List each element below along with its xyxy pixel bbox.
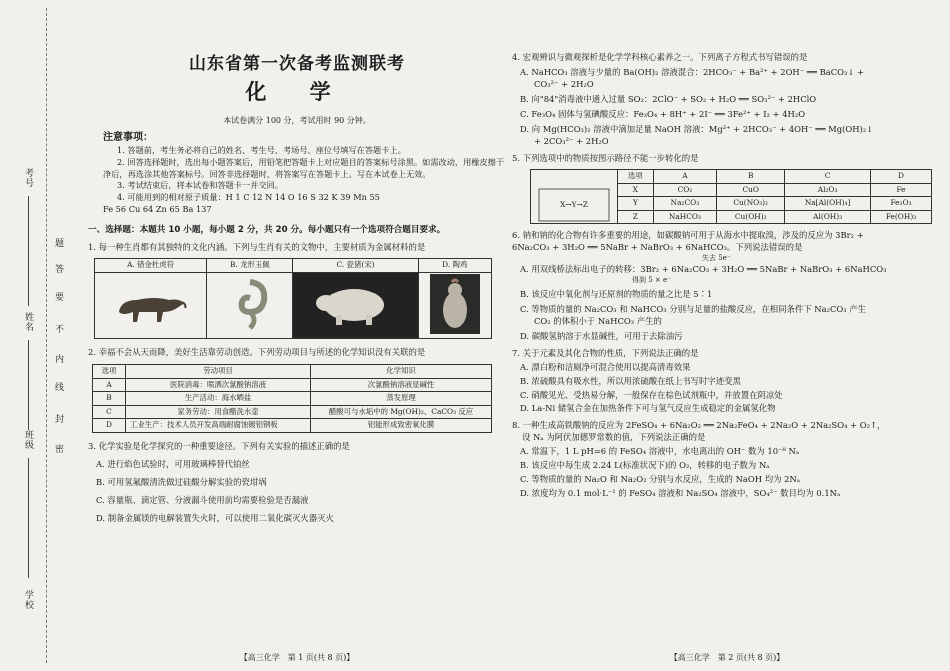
q1-relic-table [94, 258, 492, 339]
q5-flow-diagram [531, 170, 618, 224]
seal-char: 密 [55, 445, 65, 455]
table-header: B [717, 170, 785, 184]
pottery-chicken-image [418, 272, 492, 339]
q7-option-a: A. 漂白粉和洁厕净可混合使用以提高清毒效果 [520, 361, 691, 372]
q4-option-a: A. NaHCO₃ 溶液与少量的 Ba(OH)₂ 溶液混合：2HCO₃⁻ + Ba²⁺ + 2OH⁻ ══ BaCO₃↓ + [520, 66, 865, 77]
table-cell: Cu(OH)₂ [717, 210, 785, 224]
table-cell: Z [618, 210, 654, 224]
table-cell: 生产活动：海水晒盐 [126, 392, 311, 406]
question-3: 3. 化学实验是化学探究的一种重要途径。下列有关实验的描述正确的是 [88, 440, 350, 451]
porcelain-pig-image [293, 272, 418, 339]
table-cell: A [93, 378, 126, 392]
q3-option-b: B. 可用氢氟酸清洗做过硅酸分解实验的瓷坩埚 [96, 476, 267, 487]
q8-option-b: B. 该反应中每生成 2.24 L(标准状况下)的 O₂，转移的电子数为 Nₐ [520, 460, 770, 471]
table-header: 选项 [618, 170, 654, 184]
class-label: 班级 [23, 430, 33, 450]
table-cell: 家务劳动：用食醋洗水壶 [126, 405, 311, 419]
page-1 [88, 0, 506, 671]
exam-no-label: 考号 [23, 168, 33, 188]
note-item: 1. 答题前，考生务必将自己的姓名、考生号、考场号、座位号填写在答题卡上。 [117, 145, 406, 156]
q8-option-c: C. 等物质的量的 Na₂O 和 Na₂O₂ 分别与水反应，生成的 NaOH 均为 2Nₐ [520, 474, 801, 485]
seal-char: 封 [55, 415, 65, 425]
q7-option-b: B. 浓硫酸具有吸水性，所以用浓硫酸在纸上书写时字迹变黑 [520, 375, 741, 386]
note-item: 2. 回答选择题时，选出每小题答案后，用铅笔把答题卡上对应题目的答案标号涂黑。如需改动，用橡皮擦干净后，再选涂其他答案标号。回答非选择题时，将答案写在答题卡上。写在本试卷上无效。 [103, 157, 505, 179]
page-footer: 【高三化学 第 2 页(共 8 页)】 [669, 652, 785, 662]
q2-table [92, 364, 492, 433]
exam-no-blank [28, 196, 30, 306]
table-header: C [785, 170, 871, 184]
seal-char: 线 [55, 383, 65, 393]
note-item: 4. 可能用到的相对原子质量：H 1 C 12 N 14 O 16 S 32 K 39 Mn 55 [117, 192, 380, 203]
table-cell: D [93, 419, 126, 433]
q8-option-a: A. 常温下，1 L pH=6 的 FeSO₄ 溶液中，水电离出的 OH⁻ 数为 10⁻⁸ Nₐ [520, 446, 800, 457]
q4-option-c: C. Fe₃O₄ 固体与氢碘酸反应：Fe₃O₄ + 8H⁺ + 2I⁻ ══ 3Fe²⁺ + I₂ + 4H₂O [520, 108, 806, 119]
table-cell: Fe₂O₃ [871, 197, 932, 211]
table-cell: Al₂O₃ [785, 183, 871, 197]
notes-heading: 注意事项： [103, 132, 153, 144]
table-header: D [871, 170, 932, 184]
q7-option-c: C. 硝酸见光、受热易分解，一般保存在棕色试剂瓶中，并放置在阴凉处 [520, 389, 783, 400]
exam-title: 山东省第一次备考监测联考 [189, 54, 405, 74]
q4-option-b: B. 向"84"消毒液中通入过量 SO₂：2ClO⁻ + SO₂ + H₂O ══ SO₃²⁻ + 2HClO [520, 93, 817, 104]
school-label: 学校 [23, 590, 33, 610]
table-cell: Al(OH)₃ [785, 210, 871, 224]
question-8: 8. 一种生成高铁酸钠的反应为 2FeSO₄ + 6Na₂O₂ ══ 2Na₂FeO₄ + 2Na₂O + 2Na₂SO₄ + O₂↑， [512, 420, 886, 431]
q8-option-d: D. 浓度均为 0.1 mol·L⁻¹ 的 FeSO₄ 溶液和 Na₂SO₄ 溶液中，SO₄²⁻ 数目均为 0.1Nₐ [520, 487, 841, 498]
table-cell: X [618, 183, 654, 197]
table-cell: C [93, 405, 126, 419]
table-cell: Y [618, 197, 654, 211]
seal-char: 要 [55, 293, 65, 303]
table-header: A [653, 170, 717, 184]
table-cell: Na[Al(OH)₄] [785, 197, 871, 211]
binding-gutter [0, 0, 86, 671]
relic-label: B. 龙形玉佩 [207, 259, 293, 273]
note-item: 3. 考试结束后，将本试卷和答题卡一并交回。 [117, 180, 283, 191]
page-footer: 【高三化学 第 1 页(共 8 页)】 [239, 652, 355, 662]
table-header: 劳动项目 [126, 365, 311, 379]
relic-label: A. 错金杜虎符 [95, 259, 207, 273]
table-cell: 工业生产：技术人员开发高端耐腐蚀镀铝钢板 [126, 419, 311, 433]
table-cell: CuO [717, 183, 785, 197]
section-heading: 一、选择题：本题共 10 小题，每小题 2 分，共 20 分。每小题只有一个选项符合题目要求。 [88, 225, 446, 236]
q4-option-a-cont: CO₃²⁻ + 2H₂O [534, 78, 594, 89]
q6-option-c: C. 等物质的量的 Na₂CO₃ 和 NaHCO₃ 分别与足量的盐酸反应，在相同条件下 Na₂CO₃ 产生 [520, 304, 867, 314]
question-6-cont: 6Na₂CO₃ + 3H₂O ══ 5NaBr + NaBrO₃ + 6NaHCO₃。下列说法错误的是 [512, 242, 803, 253]
question-6: 6. 钠和钠的化合物有许多重要的用途，如碳酸钠可用于从海水中提取溴，涉及的反应为 3Br₂ + [512, 230, 864, 241]
question-4: 4. 宏观辨识与微观探析是化学学科核心素养之一。下列离子方程式书写错误的是 [512, 52, 808, 62]
question-1: 1. 每一种生肖都有其独特的文化内涵。下列与生肖有关的文物中，主要材质为金属材料的是 [88, 241, 426, 252]
table-cell: Na₂CO₃ [653, 197, 717, 211]
q7-option-d: D. La-Ni 储氢合金在加热条件下可与氢气反应生成稳定的金属氢化物 [520, 403, 776, 414]
q6-option-b: B. 该反应中氧化剂与还原剂的物质的量之比是 5∶1 [520, 289, 713, 300]
table-cell: Fe(OH)₃ [871, 210, 932, 224]
name-blank [28, 340, 30, 430]
question-5: 5. 下列选项中的物质按图示路径不能一步转化的是 [512, 153, 699, 164]
table-cell: 铝能形成致密氧化膜 [311, 419, 492, 433]
question-2: 2. 幸福不会从天而降，美好生活靠劳动创造。下列劳动项目与所述的化学知识没有关联的是 [88, 347, 426, 358]
question-8-cont: 设 Nₐ 为阿伏加德罗常数的值，下列说法正确的是 [522, 432, 706, 443]
q3-option-d: D. 制备金属镁的电解装置失火时，可以使用二氧化碳灭火器灭火 [96, 512, 334, 523]
table-cell: 次氯酸钠溶液显碱性 [311, 378, 492, 392]
table-cell: B [93, 392, 126, 406]
seal-line [46, 8, 48, 663]
table-cell: 蒸发原理 [311, 392, 492, 406]
subject-title: 化 学 [245, 80, 349, 105]
table-cell: 医院消毒：喷洒次氯酸钠溶液 [126, 378, 311, 392]
page-2 [512, 0, 942, 671]
table-cell: 醋酸可与水垢中的 Mg(OH)₂、CaCO₃ 反应 [311, 405, 492, 419]
table-cell: CO₂ [653, 183, 717, 197]
name-label: 姓名 [23, 312, 33, 332]
question-7: 7. 关于元素及其化合物的性质，下列说法正确的是 [512, 347, 699, 358]
seal-char: 题 [55, 239, 65, 249]
tiger-tally-image [95, 272, 207, 339]
q3-option-c: C. 容量瓶、滴定管、分液漏斗使用前均需要检验是否漏液 [96, 494, 309, 505]
seal-char: 不 [55, 325, 65, 335]
table-header: 选项 [93, 365, 126, 379]
jade-dragon-image [207, 272, 293, 339]
q4-option-d-cont: + 2CO₃²⁻ + 2H₂O [534, 135, 609, 146]
seal-char: 答 [55, 265, 65, 275]
seal-char: 内 [55, 355, 65, 365]
q6-option-c-cont: CO₂ 的体积小于 NaHCO₃ 产生的 [534, 315, 662, 326]
electron-lose-label: 失去 5e⁻ [702, 254, 731, 263]
relic-label: C. 瓷猪(宋) [293, 259, 418, 273]
q4-option-d: D. 向 Mg(HCO₃)₂ 溶液中滴加足量 NaOH 溶液：Mg²⁺ + 2HCO₃⁻ + 4OH⁻ ══ Mg(OH)₂↓ [520, 123, 874, 134]
note-elements: Fe 56 Cu 64 Zn 65 Ba 137 [103, 203, 212, 214]
relic-label: D. 陶鸡 [418, 259, 492, 273]
class-blank [28, 458, 30, 578]
table-cell: NaHCO₃ [653, 210, 717, 224]
table-cell: Cu(NO₃)₂ [717, 197, 785, 211]
exam-info: 本试卷满分 100 分，考试用时 90 分钟。 [223, 115, 371, 125]
table-cell: Fe [871, 183, 932, 197]
q3-option-a: A. 进行焰色试验时，可用玻璃棒替代铂丝 [96, 458, 250, 469]
q6-option-a: A. 用双线桥法标出电子的转移：3Br₂ + 6Na₂CO₃ + 3H₂O ══ 5NaBr + NaBrO₃ + 6NaHCO₃ [520, 264, 887, 275]
q6-option-d: D. 碳酸氢钠溶于水显碱性，可用于去除油污 [520, 330, 683, 341]
flow-text: X→Y→Z [559, 200, 589, 210]
q5-table [530, 169, 932, 224]
table-header: 化学知识 [311, 365, 492, 379]
electron-gain-label: 得到 5 × e⁻ [632, 276, 671, 285]
